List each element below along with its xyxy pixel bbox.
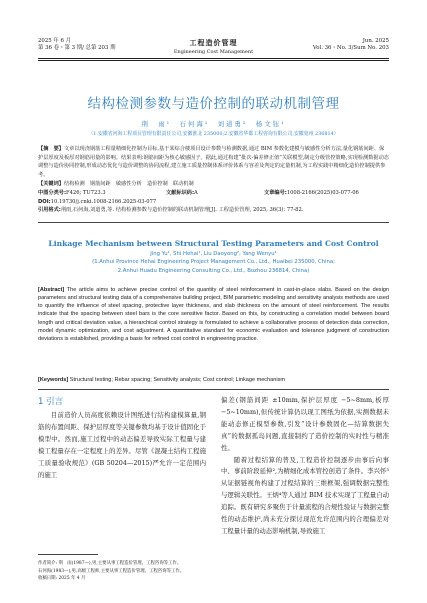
header-volume-cn: 第 36 卷・第 3 期/ 总第 203 期 [38,45,116,51]
keywords-en-text: Structural testing; Rebar spacing; Sensitivity analysis; Cost control; Linkage mechanism [69,377,285,383]
abstract-en-label: [Abstract] [38,287,65,293]
body-paragraph: 随着过程结算的普及,工程造价控制逐步由事后向事中、事前阶段延伸²,为精细化成本管控创造了条件。李兴怀³从证据链视角构建了过程结算的三维框架,强调数据完整性与逻辑关联性。王炳⁴等人通过 BIM 技术实现了工程量自动追踪。既有研究多聚焦于计量流程的合规性验证与数据完整性的动态维护,尚未充分探讨现范允许范围内的合理偏差对工程量计量的动态影响机制,导致施工 [221,455,389,535]
header-volume-en: Vol. 36・No. 3/Sum No. 203 [312,45,389,51]
body-text-left-column: 目前造价人员高度依赖设计图纸进行结构建模算量,钢筋的布置间距、保护层厚度等关键参数均基于设计值固化于模型中。然而,施工过程中的动态偏差导致实际工程量与建模工程量存在一定程度上的差异。尽管《混凝土结构工程施工质量验收规范》(GB 50204—2015)严允许一定范围内的施工 [38,411,206,479]
footnote-author-2: 石何海(1983—),男,高级工程师,主要从事工程造价管理、工程咨询等工作。 [38,568,185,574]
keywords-en-label: [Keywords] [38,377,69,383]
clc-label: 中图分类号: [38,190,67,196]
body-text-right-column [221,395,389,538]
article-label: 文章编号: [264,190,287,196]
divider-cn-en [38,222,389,223]
abstract-cn-label: 【摘 要】 [38,146,64,152]
doc-label: 文献标识码: [166,190,195,196]
article-number [264,189,359,198]
abstract-en [38,286,389,343]
abstract-cn [38,145,389,179]
keywords-en [38,376,389,384]
citation-text: 荆雨,石何海,刘道勇,等. 结构检测参数与造价控制的联动机制管理[J]. 工程造价管理, 2025, 36(3): 77-82. [60,207,304,213]
article-title-en: Linkage Mechanism between Structural Testing Parameters and Cost Control [48,239,379,248]
authors-en: Jing Yu¹, Shi Hehai¹, Liu Daoyong², Yang Wenyu¹ [150,251,277,257]
clc-value: F426; TU723.3 [66,190,106,196]
citation-label: 引用格式: [38,207,61,213]
abstract-cn-text: 文章以现浇钢筋工程量精细化控制为目标,基于某综合楼项目设计参数与检测数据,通过 BIM 参数化建模与敏感性分析方法,量化钢筋间距、保护层厚度及板厚对钢筋用量的影响。结果表明:钢筋间距为核心敏感因子。据此,通过构建“批次-偏差修正值”关联模型,制定分级管控策略,实现检测数据动态调整与造价协同控制,形成动态优化与造价调整的协同流程,建立施工质量控制体系评价体系与容差及判定的定量机制,为工程实践中精细化造价控制提供参考。 [38,146,389,178]
clc-code [38,189,106,198]
affiliations-cn: （1.安徽省河海工程项目管理有限责任公司,安徽淮北 235000;2.安徽省华都工程咨询有限公司,安徽亳州 236814） [88,131,339,137]
authors-cn: 荆 雨¹ 石何海¹ 刘道勇² 杨文钰¹ [141,120,286,128]
footnote-received-date: 收稿日期: 2025 年 4 月 [38,576,86,581]
header-rule-thin [38,60,389,61]
footnotes [38,560,206,583]
doi-label: DOI: [38,199,51,205]
header-issue-en [313,38,389,52]
header-rule-thick [38,58,389,59]
divider-abstract-body [38,389,389,390]
article-title-cn: 结构检测参数与造价控制的联动机制管理 [87,96,340,112]
footnote-rule [38,554,98,555]
doc-code [166,189,198,198]
doi-value[interactable]: 10.19730/j.cnki.1008-2166.2025-03-077 [50,199,157,205]
abstract-en-text: The article aims to achieve precise control of the quantity of steel reinforcement in cast-in-place slabs. Based on the design parameters and structural testing data of a comprehensive building project, BIM parametric modeling and sensitivity analysis methods are used to quantify the influence of steel spacing, protective layer thickness, and slab thickness on the amount of steel reinforcement. The results indicate that the spacing between steel bars is the core sensitive factor. Based on this, by constructing a correlation model between board length and critical deviation value, a hierarchical control strategy is formulated to achieve a collaborative process of detection data correction, model dynamic optimization, and cost adjustment. A quantitative standard for economic evaluation and tolerance judgment of construction deviations is established, providing a basis for refined cost control in engineering practice. [38,287,389,342]
section-heading-introduction: 1 引言 [38,397,64,407]
journal-title-en: Engineering Cost Management [173,49,254,55]
affiliation-en-1: (1.Anhui Province Hehai Engineering Project Management Co., Ltd., Huaibei 235000, China; [92,259,335,265]
journal-title-cn: 工程造价管理 [189,39,238,47]
citation-line [38,206,389,215]
affiliation-en-2: 2.Anhui Huadu Engineering Consulting Co., Ltd., Bozhou 236814, China) [117,267,310,274]
keywords-cn-label: 【关键词】 [38,181,64,187]
keywords-cn-text: 结构检测 钢筋间距 敏感性分析 造价控制 联动机制 [63,181,194,187]
header-date-cn: 2025 年 6 月 [38,38,72,44]
footnote-author-1: 作者简介: 荆 雨(1987—),男,主要从事工程造价管理、工程咨询等工作。 [38,561,182,566]
affiliations-en [0,258,427,275]
doc-value: A [194,190,198,196]
article-value: 1008-2166(2025)03-077-06 [286,190,359,196]
header-date-en: Jun. 2025 [362,38,389,44]
keywords-cn [38,180,389,189]
body-paragraph: 偏差(钢筋间距 ±10mm,保护层厚度 −5~8mm,板厚 −5~10mm),但传统计算仍以现工图纸为依据,实测数据未能动态修正模型参数,引发“设计参数固化—结算数据失真”的数据孤岛问题,直接制约了造价控制的实时性与精准性。 [221,396,389,452]
